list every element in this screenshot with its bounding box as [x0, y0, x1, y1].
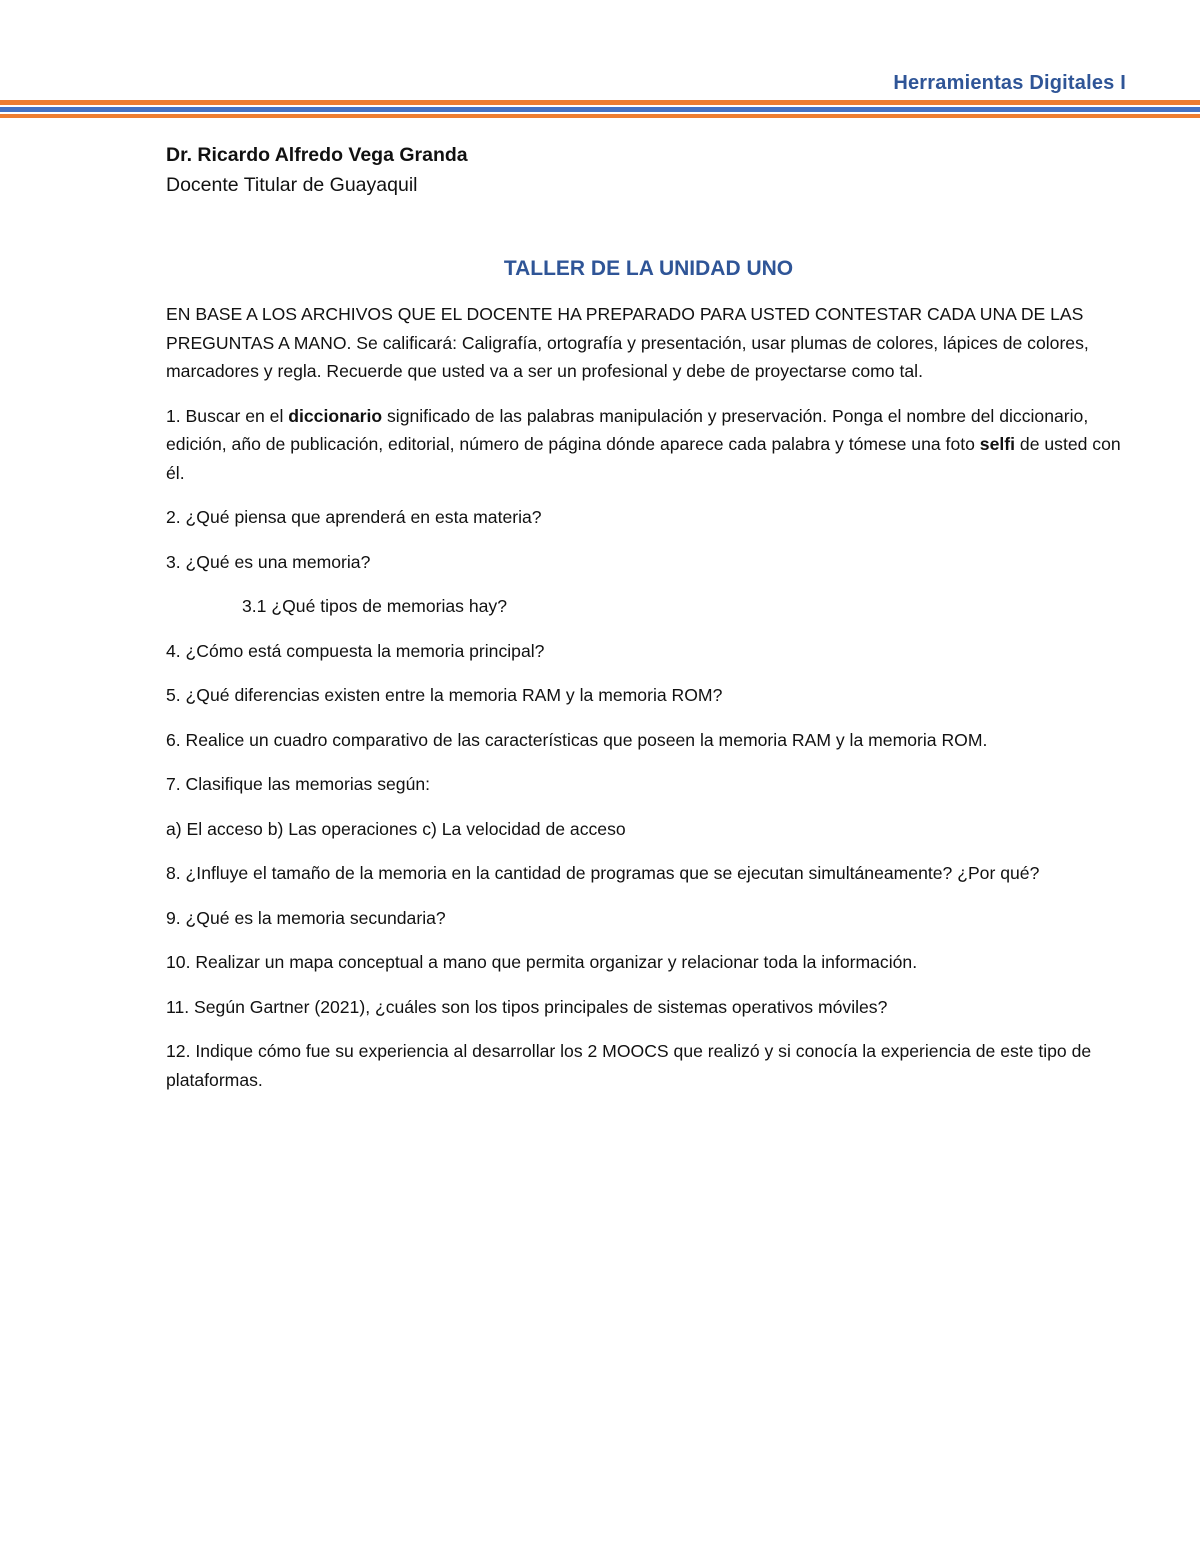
question-1-bold-selfi: selfi [979, 434, 1016, 454]
question-9: 9. ¿Qué es la memoria secundaria? [166, 907, 446, 928]
question-7: 7. Clasifique las memorias según: [166, 774, 431, 794]
question-1-text-c: de usted con él. [166, 434, 1121, 483]
instructions-paragraph: EN BASE A LOS ARCHIVOS QUE EL DOCENTE HA PREPARADO PARA USTED CONTESTAR CADA UNA DE LAS PREGUNTAS A MANO. Se calificará: Caligrafía, ortografía y presentación, usar plumas de colores, lápices de colores, marcadores y regla. Recuerde que usted va a ser un profesional y debe de proyectarse como tal. [166, 304, 1089, 381]
question-8: 8. ¿Influye el tamaño de la memoria en la cantidad de programas que se ejecutan simultáneamente? ¿Por qué? [166, 863, 1040, 883]
question-2: 2. ¿Qué piensa que aprenderá en esta materia? [166, 507, 542, 527]
question-1-bold-dictionary: diccionario [288, 405, 383, 426]
course-title: Herramientas Digitales I [893, 72, 1126, 94]
question-10: 10. Realizar un mapa conceptual a mano que permita organizar y relacionar toda la información. [166, 952, 918, 972]
question-6: 6. Realice un cuadro comparativo de las características que poseen la memoria RAM y la memoria ROM. [166, 729, 988, 750]
question-5: 5. ¿Qué diferencias existen entre la memoria RAM y la memoria ROM? [166, 685, 723, 705]
question-4: 4. ¿Cómo está compuesta la memoria principal? [166, 640, 545, 661]
workshop-title: TALLER DE LA UNIDAD UNO [503, 257, 794, 280]
document-body [166, 140, 1131, 1110]
question-1-text-a: 1. Buscar en el [166, 405, 289, 426]
question-3-1: 3.1 ¿Qué tipos de memorias hay? [242, 596, 508, 616]
header-stripes [0, 100, 1200, 118]
author-name: Dr. Ricardo Alfredo Vega Granda [166, 144, 468, 166]
question-1-text-b: significado de las palabras manipulación y preservación. Ponga el nombre del diccionario, edición, año de publicación, editorial, número de página dónde aparece cada palabra y tómese una foto [166, 405, 1089, 454]
question-3: 3. ¿Qué es una memoria? [166, 551, 371, 572]
question-11: 11. Según Gartner (2021), ¿cuáles son los tipos principales de sistemas operativos móviles? [166, 996, 888, 1017]
question-7-options: a) El acceso b) Las operaciones c) La velocidad de acceso [166, 818, 626, 839]
author-role: Docente Titular de Guayaquil [166, 174, 418, 196]
question-12: 12. Indique cómo fue su experiencia al desarrollar los 2 MOOCS que realizó y si conocía la experiencia de este tipo de plataformas. [166, 1041, 1092, 1090]
question-1 [166, 402, 1131, 488]
stripe-blue [0, 107, 1200, 112]
stripe-orange-bottom [0, 114, 1200, 118]
stripe-orange-top [0, 100, 1200, 105]
